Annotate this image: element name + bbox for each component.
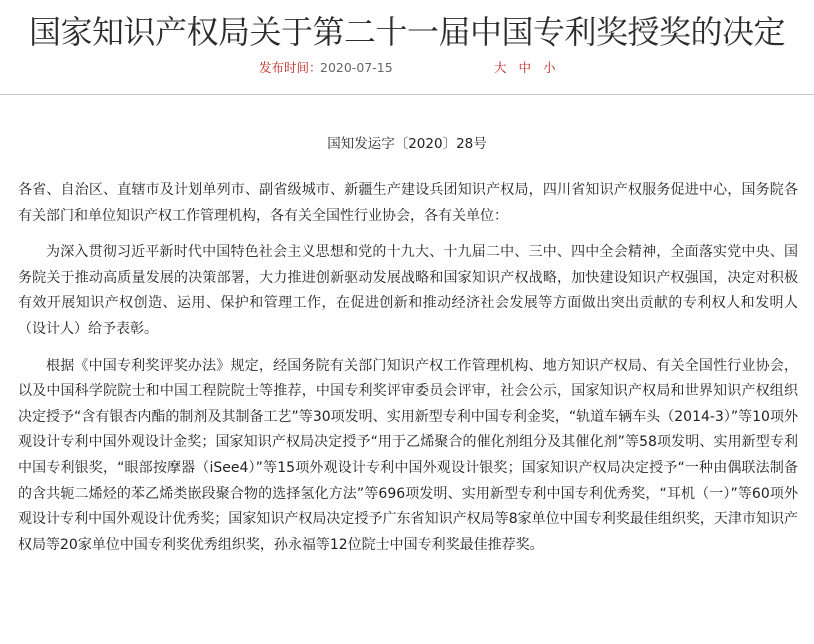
document-number: 国知发运字〔2020〕28号 [327, 136, 487, 152]
publish-time-label: 发布时间： [259, 60, 322, 75]
article-meta [0, 57, 814, 79]
purpose-paragraph: 为深入贯彻习近平新时代中国特色社会主义思想和党的十九大、十九届二中、三中、四中全会精神，全面落实党中央、国务院关于推动高质量发展的决策部署，大力推进创新驱动发展战略和国家知识产权战略，加快建设知识产权强国，决定对积极有效开展知识产权创造、运用、保护和管理工作，在促进创新和推动经济社会发展等方面做出突出贡献的专利权人和发明人（设计人）给予表彰。 [18, 244, 798, 337]
header-divider [0, 94, 814, 95]
addressee-paragraph: 各省、自治区、直辖市及计划单列市、副省级城市、新疆生产建设兵团知识产权局，四川省知识产权服务促进中心，国务院各有关部门和单位知识产权工作管理机构，各有关全国性行业协会，各有关单位： [18, 182, 798, 224]
publish-date: 2020-07-15 [320, 60, 393, 75]
article-body [18, 178, 798, 569]
decision-paragraph: 根据《中国专利奖评奖办法》规定，经国务院有关部门知识产权工作管理机构、地方知识产权局、有关全国性行业协会，以及中国科学院院士和中国工程院院士等推荐，中国专利奖评审委员会评审，社会公示，国家知识产权局和世界知识产权组织决定授予“含有银杏内酯的制剂及其制备工艺”等30项发明、实用新型专利中国专利金奖，“轨道车辆车头（2014-3）”等10项外观设计专利中国外观设计金奖；国家知识产权局决定授予“用于乙烯聚合的催化剂组分及其催化剂”等58项发明、实用新型专利中国专利银奖，“眼部按摩器（iSee4）”等15项外观设计专利中国外观设计银奖；国家知识产权局决定授予“一种由偶联法制备的含共轭二烯烃的苯乙烯类嵌段聚合物的选择氢化方法”等696项发明、实用新型专利中国专利优秀奖，“耳机（一）”等60项外观设计专利中国外观设计优秀奖；国家知识产权局决定授予广东省知识产权局等8家单位中国专利奖最佳组织奖，天津市知识产权局等20家单位中国专利奖优秀组织奖，孙永福等12位院士中国专利奖最佳推荐奖。 [18, 357, 798, 553]
font-size-medium-button[interactable]: 中 [518, 60, 532, 75]
font-size-controls [494, 57, 564, 79]
font-size-small-button[interactable]: 小 [543, 60, 556, 75]
font-size-large-button[interactable]: 大 [494, 60, 507, 75]
page-title: 国家知识产权局关于第二十一届中国专利奖授奖的决定 [28, 13, 785, 51]
